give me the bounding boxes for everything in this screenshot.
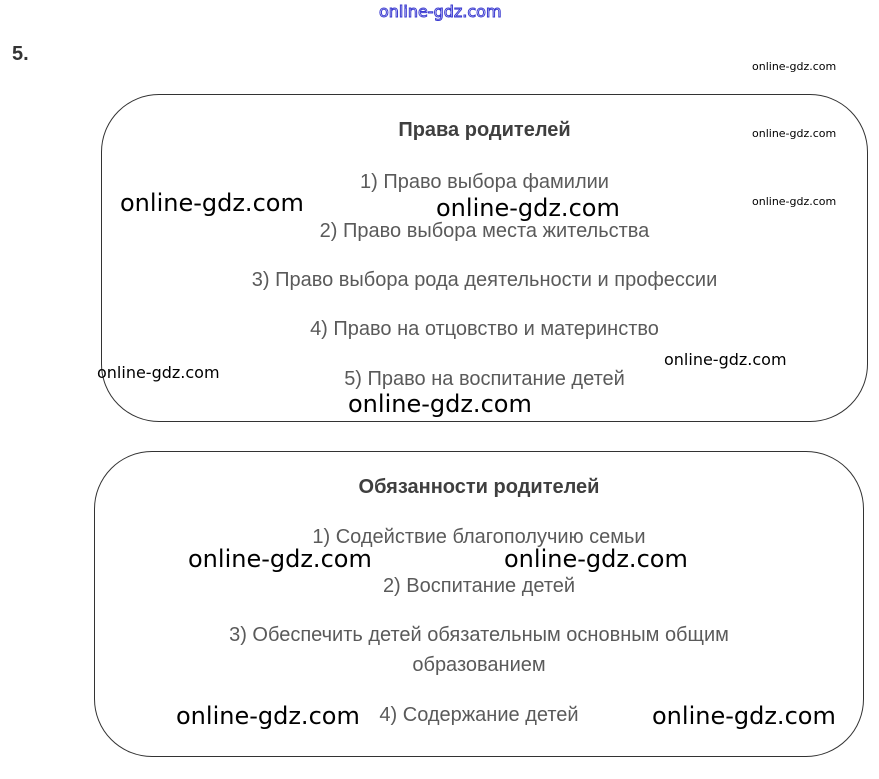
duties-item-4: 4) Содержание детей	[379, 704, 579, 726]
duties-item-2: 2) Воспитание детей	[382, 575, 576, 597]
duties-item-3-cont: образованием	[412, 654, 546, 676]
rights-item-5: 5) Право на воспитание детей	[344, 368, 625, 390]
rights-item-2: 2) Право выбора места жительства	[319, 220, 650, 242]
task-number: 5.	[12, 43, 29, 65]
watermark: online-gdz.com	[188, 545, 372, 573]
watermark: online-gdz.com	[752, 195, 837, 208]
rights-item-1: 1) Право выбора фамилии	[360, 171, 609, 193]
watermark: online-gdz.com	[176, 702, 360, 730]
duties-item-1: 1) Содействие благополучию семьи	[312, 526, 646, 548]
duties-item-3: 3) Обеспечить детей обязательным основным общим	[229, 624, 729, 646]
watermark: online-gdz.com	[652, 702, 836, 730]
watermark-top: online-gdz.com	[379, 2, 502, 21]
watermark: online-gdz.com	[752, 127, 837, 140]
watermark: online-gdz.com	[436, 194, 620, 222]
watermark: online-gdz.com	[504, 545, 688, 573]
rights-title: Права родителей	[398, 119, 571, 141]
watermark: online-gdz.com	[664, 350, 787, 369]
watermark: online-gdz.com	[97, 363, 220, 382]
rights-item-3: 3) Право выбора рода деятельности и профессии	[251, 269, 718, 291]
watermark: online-gdz.com	[348, 390, 532, 418]
duties-title: Обязанности родителей	[358, 476, 600, 498]
watermark: online-gdz.com	[120, 189, 304, 217]
watermark: online-gdz.com	[752, 60, 837, 73]
rights-item-4: 4) Право на отцовство и материнство	[310, 318, 659, 340]
